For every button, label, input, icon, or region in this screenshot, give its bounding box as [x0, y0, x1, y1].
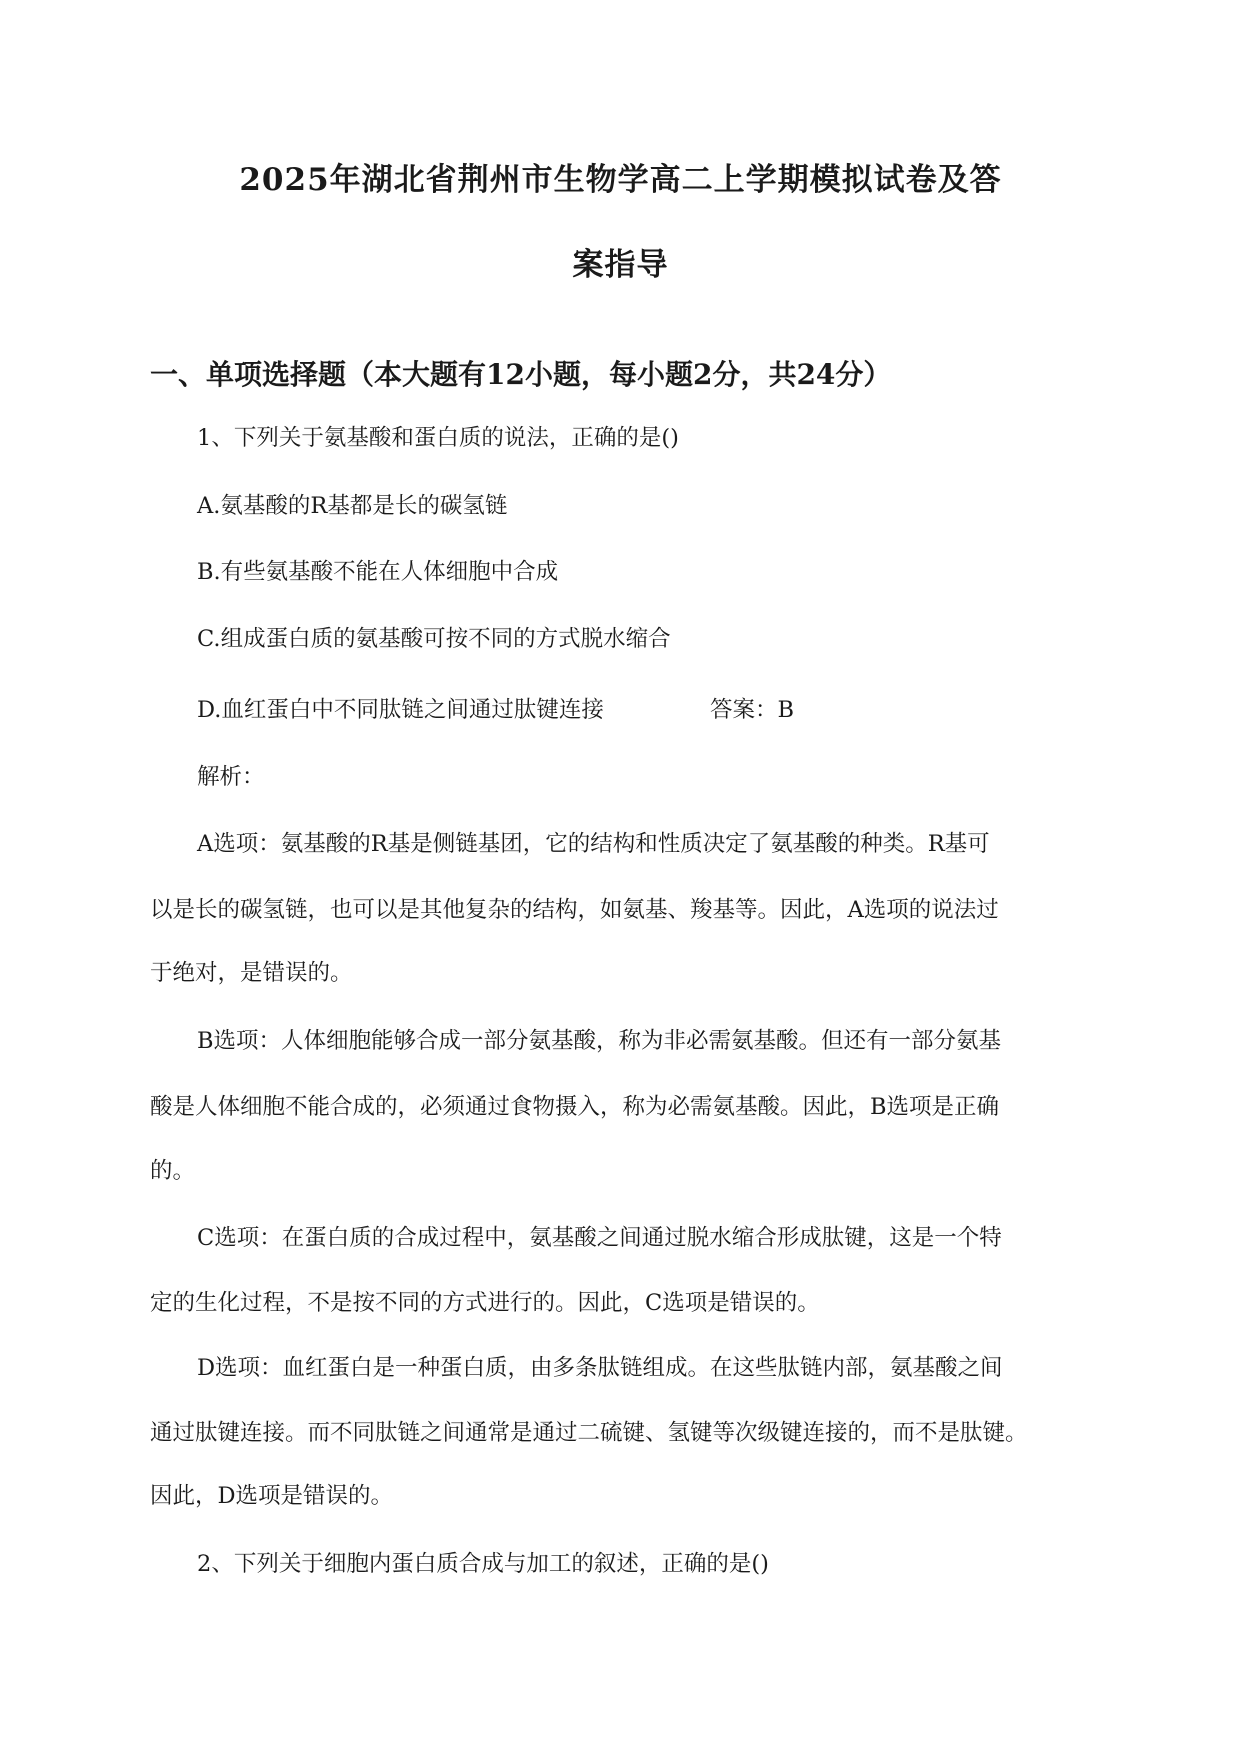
analysis-d-line-1: D选项：血红蛋白是一种蛋白质，由多条肽链组成。在这些肽链内部，氨基酸之间	[197, 1355, 1003, 1381]
question-1-option-d: D.血红蛋白中不同肽链之间通过肽键连接	[197, 697, 604, 723]
question-1-option-a: A.氨基酸的R基都是长的碳氢链	[197, 493, 508, 519]
question-1-option-c: C.组成蛋白质的氨基酸可按不同的方式脱水缩合	[197, 626, 671, 652]
analysis-c-line-2: 定的生化过程，不是按不同的方式进行的。因此，C选项是错误的。	[150, 1290, 820, 1316]
question-2-stem: 2、下列关于细胞内蛋白质合成与加工的叙述，正确的是()	[197, 1551, 769, 1577]
question-1-answer: 答案：B	[710, 697, 795, 723]
analysis-d-line-3: 因此，D选项是错误的。	[150, 1483, 394, 1509]
analysis-c-line-1: C选项：在蛋白质的合成过程中，氨基酸之间通过脱水缩合形成肽键，这是一个特	[197, 1225, 1002, 1251]
analysis-b-line-2: 酸是人体细胞不能合成的，必须通过食物摄入，称为必需氨基酸。因此，B选项是正确	[150, 1094, 1000, 1120]
analysis-a-line-2: 以是长的碳氢链，也可以是其他复杂的结构，如氨基、羧基等。因此，A选项的说法过	[150, 897, 999, 923]
analysis-b-line-3: 的。	[150, 1158, 196, 1184]
section-heading: 一、单项选择题（本大题有12小题，每小题2分，共24分）	[150, 358, 892, 391]
analysis-label: 解析：	[197, 764, 265, 790]
document-title-line-1: 2025年湖北省荆州市生物学高二上学期模拟试卷及答	[239, 162, 1002, 198]
analysis-b-line-1: B选项：人体细胞能够合成一部分氨基酸，称为非必需氨基酸。但还有一部分氨基	[197, 1028, 1002, 1054]
question-1-stem: 1、下列关于氨基酸和蛋白质的说法，正确的是()	[197, 425, 679, 451]
analysis-a-line-3: 于绝对，是错误的。	[150, 960, 353, 986]
document-title-line-2: 案指导	[572, 247, 669, 283]
analysis-a-line-1: A选项：氨基酸的R基是侧链基团，它的结构和性质决定了氨基酸的种类。R基可	[197, 831, 990, 857]
analysis-d-line-2: 通过肽键连接。而不同肽链之间通常是通过二硫键、氢键等次级键连接的，而不是肽键。	[150, 1420, 1028, 1446]
question-1-option-b: B.有些氨基酸不能在人体细胞中合成	[197, 559, 559, 585]
